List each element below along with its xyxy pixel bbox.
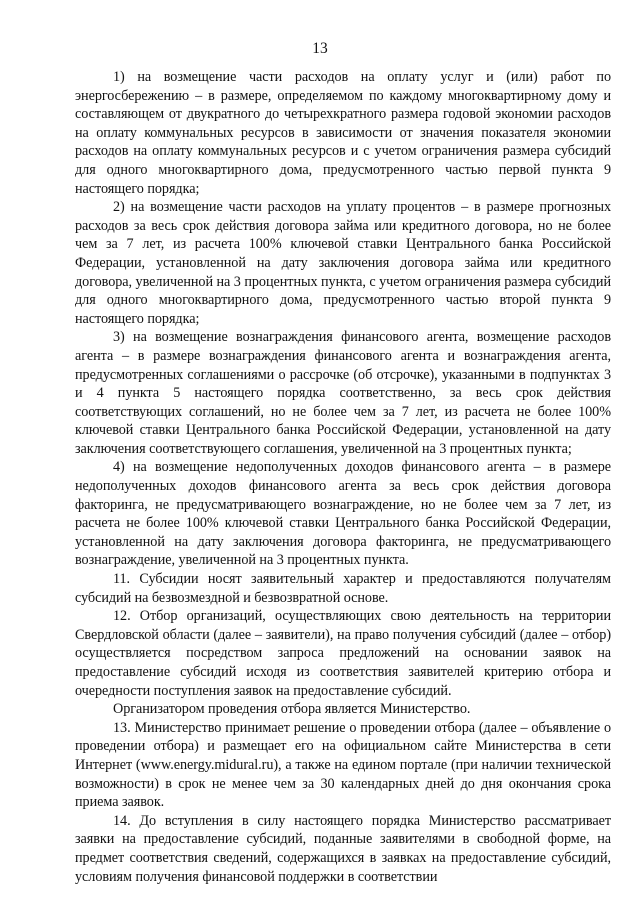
paragraph-clause-12: 12. Отбор организаций, осуществляющих свою деятельность на территории Свердловской области (далее – заявители), на право получения субсидий (далее – отбор) осуществляется посредством запроса предложений на основании заявок на предоставление субсидий исходя из соответствия заявителей критерию отбора и очередности поступления заявок на предоставление субсидий. (75, 608, 611, 699)
paragraph-subitem-4: 4) на возмещение недополученных доходов финансового агента – в размере недополученных доходов финансового агента за весь срок действия договора факторинга, не предусматривающего вознаграждение, но не более чем за 7 лет, из расчета не более 100% ключевой ставки Центрального банка Российской Федерации, установленной на дату заключения договора факторинга, не предусматривающего вознаграждение, увеличенной на 3 процентных пункта. (75, 459, 611, 569)
page-number: 13 (312, 40, 328, 57)
paragraph-clause-11: 11. Субсидии носят заявительный характер и предоставляются получателям субсидий на безвозмездной и безвозвратной основе. (75, 571, 611, 606)
document-body (75, 68, 611, 886)
paragraph-clause-14: 14. До вступления в силу настоящего порядка Министерство рассматривает заявки на предоставление субсидий, поданные заявителями в свободной форме, на предмет соответствия сведений, содержащихся в заявках на предоставление субсидий, условиям получения финансовой поддержки в соответствии (75, 812, 611, 885)
paragraph-subitem-1: 1) на возмещение части расходов на оплату услуг и (или) работ по энергосбережению – в размере, определяемом по каждому многоквартирному дому и составляющем от двукратного до четырехкратного размера годовой экономии расходов на оплату коммунальных ресурсов в зависимости от значения показателя экономии расходов на оплату коммунальных ресурсов и с учетом ограничения размера субсидий для одного многоквартирного дома, предусмотренного частью первой пункта 9 настоящего порядка; (75, 69, 611, 197)
paragraph-clause-13: 13. Министерство принимает решение о проведении отбора (далее – объявление о проведении отбора) и размещает его на официальном сайте Министерства в сети Интернет (www.energy.midural.ru), а также на едином портале (при наличии технической возможности) в срок не менее чем за 30 календарных дней до дня окончания срока приема заявок. (75, 719, 611, 811)
paragraph-subitem-3: 3) на возмещение вознаграждения финансового агента, возмещение расходов агента – в размере вознаграждения финансового агента и вознаграждения агента, предусмотренных соглашениями о рассрочке (об отсрочке), указанными в подпунктах 3 и 4 пункта 5 настоящего порядка соответственно, за весь срок действия соответствующих соглашений, но не более чем за 7 лет, из расчета не более 100% ключевой ставки Центрального банка Российской Федерации, установленной на дату заключения соответствующего соглашения, увеличенной на 3 процентных пункта; (75, 329, 611, 457)
paragraph-organizer: Организатором проведения отбора является Министерство. (113, 701, 471, 718)
paragraph-subitem-2: 2) на возмещение части расходов на уплату процентов – в размере прогнозных расходов за весь срок действия договора займа или кредитного договора, но не более чем за 7 лет, из расчета 100% ключевой ставки Центрального банка Российской Федерации, установленной на дату заключения договора займа или кредитного договора, увеличенной на 3 процентных пункта, с учетом ограничения размера субсидий для одного многоквартирного дома, предусмотренного частью второй пункта 9 настоящего порядка; (75, 199, 611, 327)
